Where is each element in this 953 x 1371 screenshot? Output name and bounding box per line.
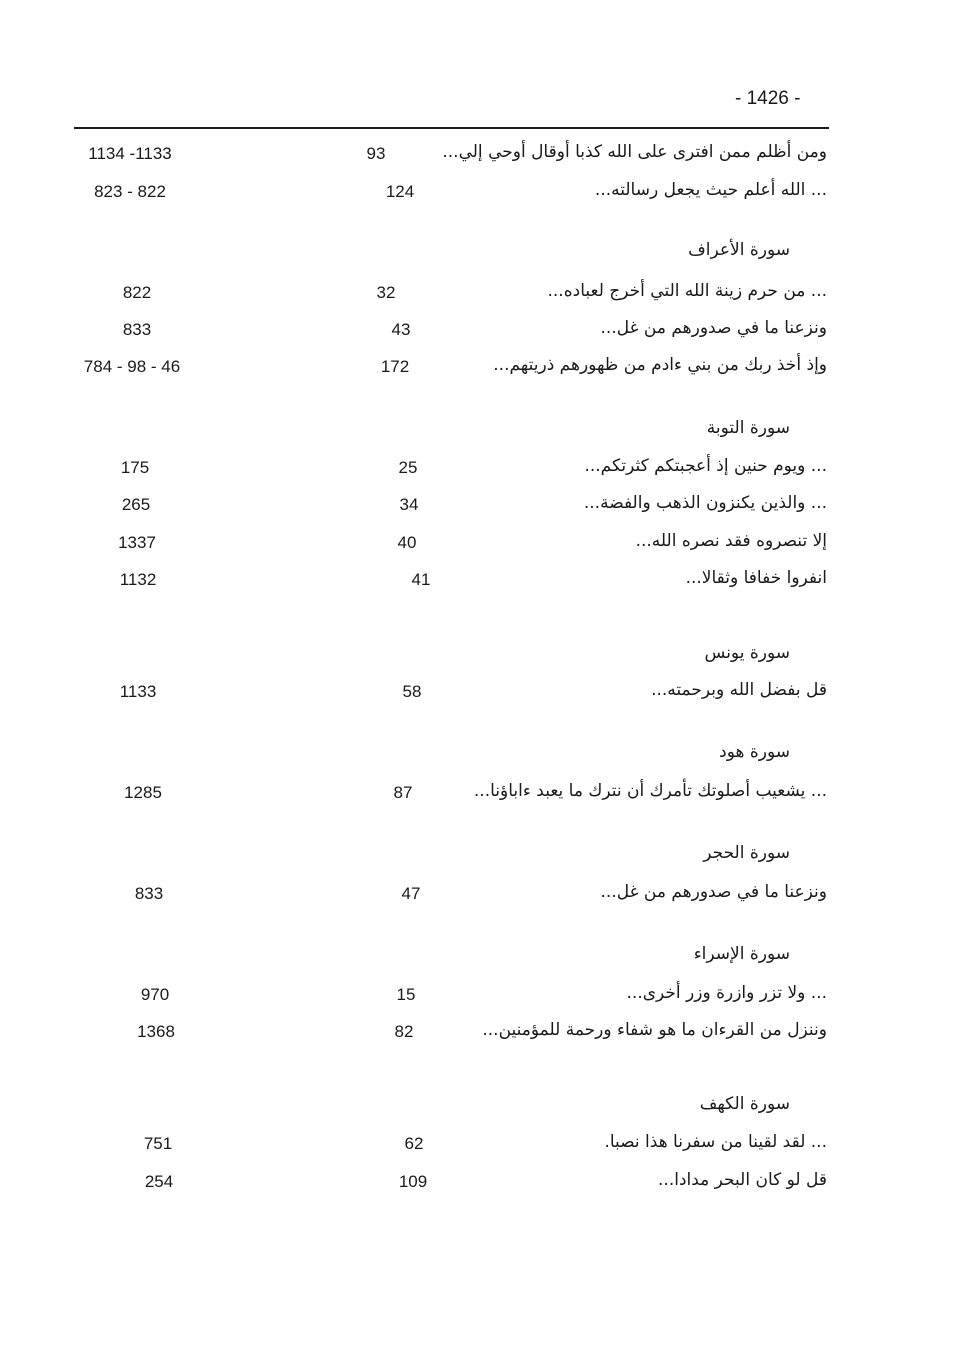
surah-heading-text: سورة الحجر (703, 843, 790, 863)
surah-heading (0, 643, 953, 673)
verse-number: 82 (394, 1022, 414, 1041)
index-entry (0, 882, 953, 912)
page-number: - 1426 - (735, 88, 801, 109)
verse-number: 58 (402, 682, 422, 701)
index-entry (0, 680, 953, 710)
page-references: 1132 (119, 570, 157, 589)
index-entry (0, 180, 953, 210)
surah-heading-text: سورة الإسراء (693, 944, 790, 964)
surah-heading-text: سورة التوبة (706, 418, 790, 438)
verse-text: وننزل من القرءان ما هو شفاء ورحمة للمؤمنين... (482, 1020, 827, 1040)
surah-heading-text: سورة يونس (704, 643, 790, 663)
verse-number: 43 (391, 320, 411, 339)
verse-text: ... يشعيب أصلوتك تأمرك أن نترك ما يعبد ءاباؤنا... (473, 781, 827, 801)
verse-text: إلا تنصروه فقد نصره الله... (635, 531, 827, 551)
verse-text: ... ويوم حنين إذ أعجبتكم كثرتكم... (584, 456, 827, 476)
surah-heading (0, 240, 953, 270)
index-entry (0, 1132, 953, 1162)
page-references: 265 (121, 495, 151, 514)
page-references: 751 (143, 1134, 173, 1153)
verse-text: ... الله أعلم حيث يجعل رسالته... (594, 180, 827, 200)
verse-text: ... والذين يكنزون الذهب والفضة... (583, 493, 827, 513)
surah-heading (0, 1094, 953, 1124)
surah-heading (0, 742, 953, 772)
verse-text: قل بفضل الله وبرحمته... (651, 680, 827, 700)
verse-number: 25 (398, 458, 418, 477)
verse-number: 15 (396, 985, 416, 1004)
page-references: 254 (144, 1172, 174, 1191)
page-references: 833 (122, 320, 152, 339)
page-references: 784 - 98 - 46 (83, 357, 181, 376)
page-references: 1368 (137, 1022, 175, 1041)
index-entry (0, 568, 953, 598)
index-entry (0, 456, 953, 486)
page-references: 1134 -1133 (88, 144, 172, 163)
verse-number: 32 (376, 283, 396, 302)
index-entry (0, 318, 953, 348)
index-entry (0, 1170, 953, 1200)
page-references: 970 (140, 985, 170, 1004)
surah-heading-text: سورة الكهف (699, 1094, 790, 1114)
verse-number: 40 (397, 533, 417, 552)
verse-number: 109 (398, 1172, 428, 1191)
verse-text: ... ولا تزر وازرة وزر أخرى... (626, 983, 827, 1003)
index-entry (0, 781, 953, 811)
verse-text: ونزعنا ما في صدورهم من غل... (600, 882, 827, 902)
verse-number: 124 (385, 182, 415, 201)
verse-number: 93 (366, 144, 386, 163)
index-entry (0, 355, 953, 385)
verse-text: ومن أظلم ممن افترى على الله كذبا أوقال أوحي إلي... (442, 142, 827, 162)
surah-heading-text: سورة الأعراف (688, 240, 790, 260)
index-entry (0, 983, 953, 1013)
surah-heading (0, 418, 953, 448)
page-references: 1133 (119, 682, 157, 701)
page-references: 822 (122, 283, 152, 302)
verse-number: 41 (411, 570, 431, 589)
index-entry (0, 142, 953, 172)
verse-number: 34 (399, 495, 419, 514)
page-references: 1337 (118, 533, 156, 552)
verse-number: 47 (401, 884, 421, 903)
verse-text: ... من حرم زينة الله التي أخرج لعباده... (547, 281, 827, 301)
verse-text: ... لقد لقينا من سفرنا هذا نصبا. (604, 1132, 827, 1152)
verse-text: ونزعنا ما في صدورهم من غل... (600, 318, 827, 338)
page-references: 833 (134, 884, 164, 903)
verse-text: قل لو كان البحر مدادا... (658, 1170, 827, 1190)
verse-number: 172 (380, 357, 410, 376)
index-entry (0, 493, 953, 523)
index-entry (0, 281, 953, 311)
surah-heading (0, 944, 953, 974)
verse-number: 87 (393, 783, 413, 802)
verse-text: انفروا خفافا وثقالا... (685, 568, 827, 588)
page-references: 823 - 822 (94, 182, 166, 201)
page-references: 175 (120, 458, 150, 477)
page-references: 1285 (124, 783, 162, 802)
surah-heading (0, 843, 953, 873)
index-entry (0, 531, 953, 561)
index-entry (0, 1020, 953, 1050)
verse-number: 62 (404, 1134, 424, 1153)
header-rule (74, 127, 829, 129)
surah-heading-text: سورة هود (719, 742, 790, 762)
verse-text: وإذ أخذ ربك من بني ءادم من ظهورهم ذريتهم... (493, 355, 827, 375)
